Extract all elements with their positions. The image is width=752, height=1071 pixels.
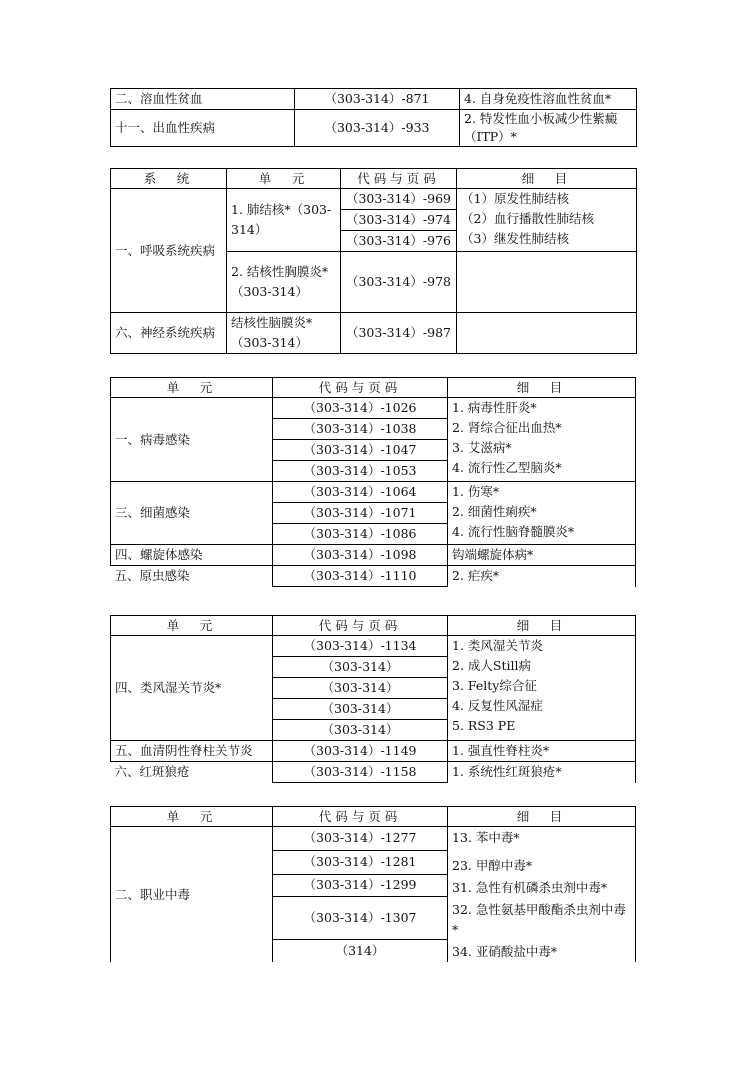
code-cell: （303-314）-1299 <box>273 874 448 897</box>
unit-cell: 二、职业中毒 <box>111 827 273 963</box>
header-code: 代码与页码 <box>341 169 457 189</box>
detail-item: 2. 肾综合征出血热* <box>452 420 562 435</box>
code-cell: （303-314）-969 <box>341 189 457 210</box>
code-cell: （303-314）-1047 <box>273 440 448 461</box>
detail-cell <box>448 482 636 545</box>
header-detail: 细 目 <box>448 807 636 827</box>
detail-item: 2. 细菌性痢疾* <box>452 504 537 519</box>
detail-item: 4. 反复性风湿症 <box>452 698 543 713</box>
code-cell: （303-314）-1053 <box>273 461 448 482</box>
code-cell: （303-314）-1026 <box>273 398 448 419</box>
unit-cell: 2. 结核性胸膜炎*（303-314） <box>227 252 341 313</box>
detail-cell <box>448 636 636 741</box>
code-cell: （303-314） <box>273 699 448 720</box>
code-cell: （303-314） <box>273 657 448 678</box>
code-cell: （303-314）-871 <box>295 89 460 110</box>
detail-item: 31. 急性有机磷杀虫剂中毒* <box>452 880 608 895</box>
code-cell: （303-314）-1038 <box>273 419 448 440</box>
code-cell: （303-314）-1277 <box>273 827 448 851</box>
unit-cell: 六、红斑狼疮 <box>111 762 273 783</box>
detail-item: 13. 苯中毒* <box>452 830 520 845</box>
code-cell: （303-314）-1110 <box>273 566 448 587</box>
detail-cell: 1. 强直性脊柱炎* <box>448 741 636 762</box>
detail-cell: 1. 系统性红斑狼疮* <box>448 762 636 783</box>
code-cell: （303-314）-1281 <box>273 850 448 874</box>
code-cell: （303-314）-1071 <box>273 503 448 524</box>
code-cell: （303-314）-1307 <box>273 897 448 939</box>
header-unit: 单 元 <box>111 616 273 636</box>
detail-item: 4. 流行性脑脊髓膜炎* <box>452 524 575 539</box>
detail-item: 3. 艾滋病* <box>452 440 512 455</box>
unit-cell: 四、类风湿关节炎* <box>111 636 273 741</box>
header-detail: 细 目 <box>457 169 637 189</box>
code-cell: （303-314）-1064 <box>273 482 448 503</box>
code-cell: （303-314）-1098 <box>273 545 448 566</box>
table-occupational-poisoning <box>110 806 636 962</box>
system-cell: 六、神经系统疾病 <box>111 313 227 354</box>
detail-item: 23. 甲醇中毒* <box>452 858 533 873</box>
code-cell: （303-314）-1086 <box>273 524 448 545</box>
header-code: 代码与页码 <box>273 807 448 827</box>
detail-cell <box>448 827 636 963</box>
unit-cell: 1. 肺结核*（303-314） <box>227 189 341 252</box>
code-cell: （303-314） <box>273 678 448 699</box>
header-code: 代码与页码 <box>273 616 448 636</box>
detail-item: 1. 病毒性肝炎* <box>452 400 537 415</box>
table-rheumatic <box>110 615 636 783</box>
code-cell: （303-314）-978 <box>341 252 457 313</box>
header-system: 系 统 <box>111 169 227 189</box>
code-cell: （303-314）-1149 <box>273 741 448 762</box>
detail-item: 5. RS3 PE <box>452 718 516 733</box>
detail-item: 32. 急性氨基甲酸酯杀虫剂中毒* <box>452 902 626 937</box>
detail-item: 1. 伤寒* <box>452 484 500 499</box>
code-cell: （303-314）-1158 <box>273 762 448 783</box>
detail-cell: 2. 特发性血小板减少性紫癜（ITP）* <box>460 110 637 147</box>
table-blood-diseases <box>110 88 637 147</box>
detail-cell: 钩端螺旋体病* <box>448 545 636 566</box>
detail-item: （3）继发性肺结核 <box>461 231 569 246</box>
code-cell: （303-314）-987 <box>341 313 457 354</box>
header-detail: 细 目 <box>448 378 636 398</box>
code-cell: （303-314） <box>273 720 448 741</box>
detail-cell <box>457 313 637 354</box>
detail-item: 34. 亚硝酸盐中毒* <box>452 944 558 959</box>
header-unit: 单 元 <box>111 807 273 827</box>
detail-cell <box>457 189 637 252</box>
header-unit: 单 元 <box>111 378 273 398</box>
detail-cell <box>448 398 636 482</box>
code-cell: （303-314）-974 <box>341 210 457 231</box>
detail-cell: 4. 自身免疫性溶血性贫血* <box>460 89 637 110</box>
unit-cell: 三、细菌感染 <box>111 482 273 545</box>
detail-item: 1. 类风湿关节炎 <box>452 638 543 653</box>
unit-cell: 二、溶血性贫血 <box>111 89 295 110</box>
detail-cell <box>457 252 637 313</box>
system-cell: 一、呼吸系统疾病 <box>111 189 227 313</box>
table-infections <box>110 377 636 587</box>
unit-cell: 十一、出血性疾病 <box>111 110 295 147</box>
code-cell: （303-314）-933 <box>295 110 460 147</box>
code-cell: （314） <box>273 939 448 962</box>
unit-cell: 五、血清阴性脊柱关节炎 <box>111 741 273 762</box>
table-tuberculosis <box>110 168 637 354</box>
detail-item: （2）血行播散性肺结核 <box>461 211 594 226</box>
header-unit: 单 元 <box>227 169 341 189</box>
header-code: 代码与页码 <box>273 378 448 398</box>
detail-item: 2. 成人Still病 <box>452 658 531 673</box>
unit-cell: 结核性脑膜炎*（303-314） <box>227 313 341 354</box>
code-cell: （303-314）-1134 <box>273 636 448 657</box>
unit-cell: 五、原虫感染 <box>111 566 273 587</box>
unit-cell: 一、病毒感染 <box>111 398 273 482</box>
code-cell: （303-314）-976 <box>341 231 457 252</box>
detail-item: （1）原发性肺结核 <box>461 191 569 206</box>
header-detail: 细 目 <box>448 616 636 636</box>
unit-cell: 四、螺旋体感染 <box>111 545 273 566</box>
detail-item: 3. Felty综合征 <box>452 678 537 693</box>
detail-cell: 2. 疟疾* <box>448 566 636 587</box>
detail-item: 4. 流行性乙型脑炎* <box>452 460 562 475</box>
